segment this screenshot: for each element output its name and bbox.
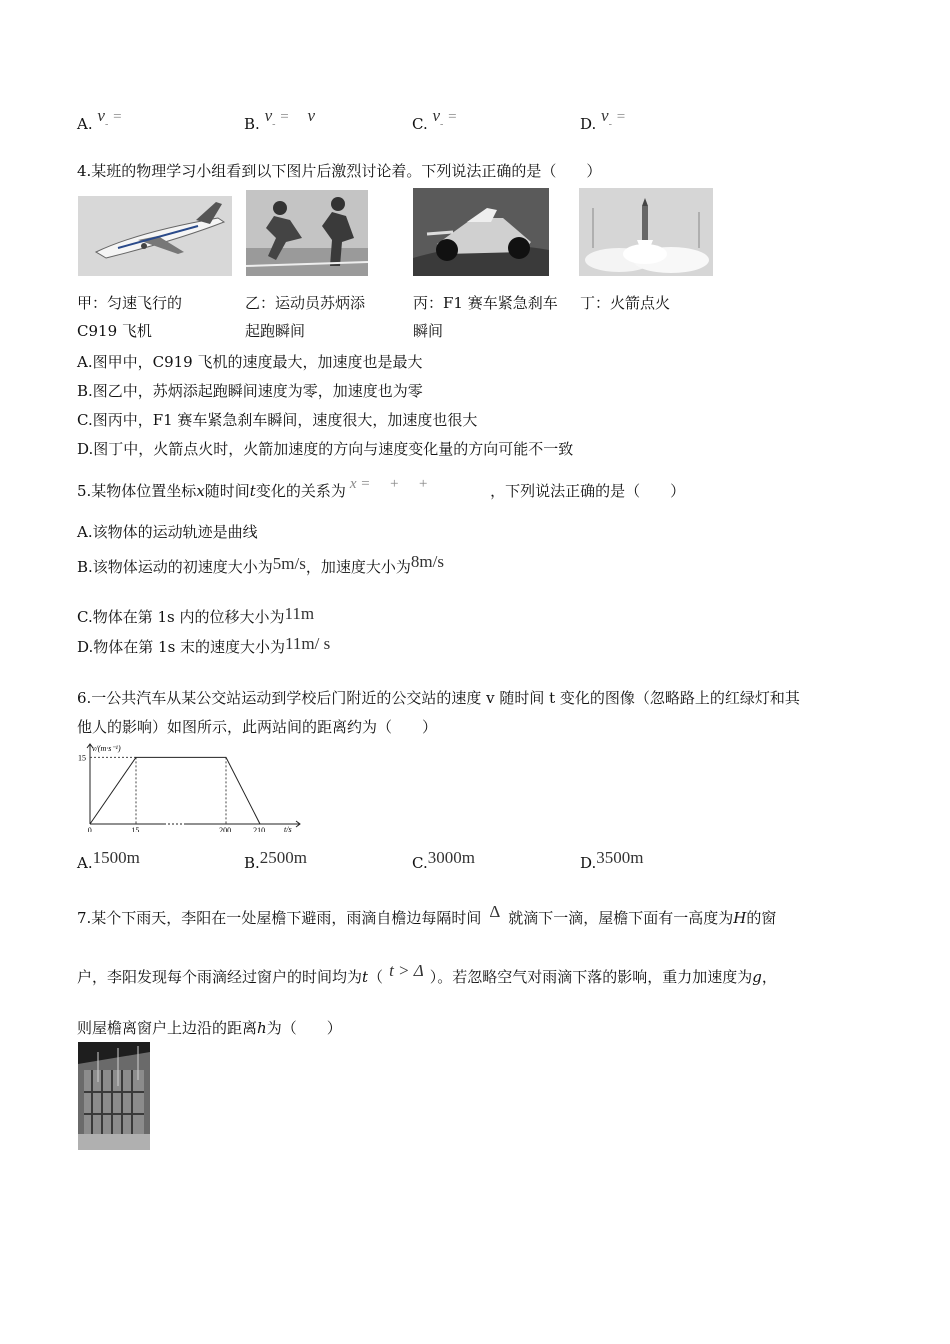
option-label: D.	[580, 854, 597, 872]
airplane-photo	[78, 196, 232, 276]
x-tick-label: 0	[87, 826, 92, 832]
y-tick-label: 15	[78, 753, 86, 763]
q3-option-d: D. v- =	[580, 106, 626, 133]
caption-line: 丁：火箭点火	[580, 294, 671, 312]
airplane-icon	[78, 196, 232, 276]
math-eq: =	[280, 109, 289, 125]
text: C.物体在第 1s 内的位移大小为	[77, 608, 285, 626]
math-expr: v	[601, 106, 609, 125]
x-tick-label: 200	[219, 826, 232, 832]
text: D.物体在第 1s 末的速度大小为	[77, 638, 286, 656]
text: 的窗	[746, 909, 777, 927]
q7-line1	[77, 902, 777, 928]
option-label: D.	[580, 115, 597, 133]
caption-yi	[245, 289, 365, 345]
q4-option-b: B.图乙中，苏炳添起跑瞬间速度为零，加速度也为零	[77, 382, 423, 400]
caption-line: C919 飞机	[77, 322, 152, 340]
math-expr: v	[307, 106, 316, 125]
text: 变化的关系为	[255, 482, 346, 500]
var-x: x	[196, 482, 205, 500]
q5-option-d	[77, 634, 331, 657]
q7-line2	[77, 961, 777, 987]
q6-option-b	[244, 848, 308, 873]
rocket-photo	[579, 188, 713, 276]
option-label: B.	[244, 854, 260, 872]
q4-stem: 4.某班的物理学习小组看到以下图片后激烈讨论着。下列说法正确的是（ ）	[77, 162, 602, 180]
q4-option-c: C.图丙中，F1 赛车紧急刹车瞬间，速度很大，加速度也很大	[77, 411, 478, 429]
text: （	[368, 968, 384, 986]
math-expr: v	[264, 106, 273, 125]
q4-option-a: A.图甲中，C919 飞机的速度最大，加速度也是最大	[77, 353, 423, 371]
option-label: C.	[412, 854, 428, 872]
text: ，	[761, 968, 777, 986]
x-tick-label: 15	[131, 826, 140, 832]
q6-stem-line2: 他人的影响）如图所示，此两站间的距离约为（ ）	[77, 718, 438, 736]
var-g: g	[752, 968, 762, 986]
var-t: t	[249, 482, 256, 500]
q5-stem	[77, 476, 686, 502]
text: 5.某物体位置坐标	[77, 482, 197, 500]
runner-photo	[246, 190, 368, 276]
condition-expr: t > Δ	[389, 961, 424, 980]
caption-jia	[77, 289, 182, 345]
caption-bing	[413, 289, 558, 345]
option-label: B.	[244, 115, 260, 133]
value: 5m/s	[272, 554, 306, 573]
formula: x = + +	[349, 476, 429, 492]
var-h: h	[257, 1019, 267, 1037]
eaves-photo	[78, 1042, 150, 1150]
caption-line: 甲：匀速飞行的	[77, 294, 183, 312]
delta-symbol: Δ	[489, 902, 501, 921]
series-line	[90, 757, 260, 824]
q6-option-c	[412, 848, 475, 873]
q6-stem-line1: 6.一公共汽车从某公交站运动到学校后门附近的公交站的速度 v 随时间 t 变化的图像（忽略路上的红绿灯和其	[77, 689, 800, 707]
q6-option-a	[77, 848, 140, 873]
math-expr: v	[432, 106, 441, 125]
caption-ding	[580, 289, 670, 317]
var-t: t	[362, 968, 369, 986]
text: 随时间	[204, 482, 250, 500]
option-value: 2500m	[259, 848, 308, 867]
value: 8m/s	[410, 552, 444, 571]
option-value: 1500m	[92, 848, 140, 867]
caption-line: 丙：F1 赛车紧急刹车	[413, 294, 558, 312]
f1-car-photo	[413, 188, 549, 276]
caption-line: 瞬间	[413, 322, 444, 340]
text: ）。若忽略空气对雨滴下落的影响，重力加速度为	[429, 968, 753, 986]
text: 则屋檐离窗户上边沿的距离	[77, 1019, 258, 1037]
q5-option-a: A.该物体的运动轨迹是曲线	[77, 523, 258, 541]
text: B.该物体运动的初速度大小为	[77, 558, 273, 576]
text: 为（ ）	[266, 1019, 342, 1037]
option-value: 3000m	[427, 848, 475, 867]
x-tick-label: 210	[253, 826, 266, 832]
value: 11m/ s	[285, 634, 331, 653]
text: 7.某个下雨天，李阳在一处屋檐下避雨，雨滴自檐边每隔时间	[77, 909, 482, 927]
q3-option-a: A. v- =	[77, 106, 122, 133]
math-expr: v	[97, 106, 105, 125]
option-label: C.	[412, 115, 428, 133]
q3-option-c: C. v- =	[412, 106, 457, 133]
velocity-time-chart	[78, 740, 308, 832]
math-eq: =	[616, 109, 626, 125]
q4-option-d: D.图丁中，火箭点火时，火箭加速度的方向与速度变化量的方向可能不一致	[77, 440, 574, 458]
option-value: 3500m	[596, 848, 644, 867]
text: ，加速度大小为	[305, 558, 411, 576]
q3-option-b: B. v- = v	[244, 106, 316, 133]
text: 户，李阳发现每个雨滴经过窗户的时间均为	[77, 968, 363, 986]
value: 11m	[284, 604, 315, 623]
q5-option-c	[77, 604, 315, 627]
q5-option-b	[77, 552, 444, 577]
text: ，下列说法正确的是（ ）	[490, 482, 686, 500]
var-H: H	[733, 909, 747, 927]
math-eq: =	[448, 109, 457, 125]
runner-icon	[246, 190, 368, 276]
q7-line3	[77, 1018, 342, 1038]
option-label: A.	[77, 854, 93, 872]
y-axis-label: v/(m·s⁻¹)	[92, 744, 121, 753]
caption-line: 起跑瞬间	[245, 322, 306, 340]
race-car-icon	[413, 188, 549, 276]
q6-option-d	[580, 848, 644, 873]
math-eq: =	[113, 109, 122, 125]
x-axis-label: t/s	[284, 825, 292, 832]
rocket-icon	[579, 188, 713, 276]
text: 就滴下一滴，屋檐下面有一高度为	[508, 909, 734, 927]
building-eaves-icon	[78, 1042, 150, 1150]
option-label: A.	[77, 115, 93, 133]
caption-line: 乙：运动员苏炳添	[245, 294, 366, 312]
